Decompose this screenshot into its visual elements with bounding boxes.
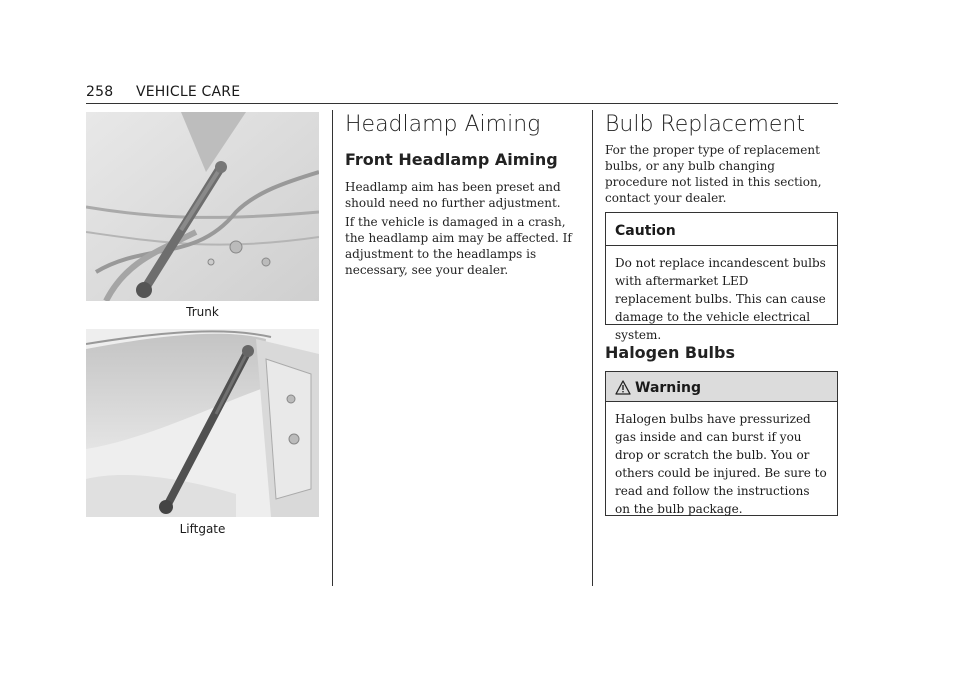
warning-text: Halogen bulbs have pressurized gas inside and can burst if you drop or scratch the bulb. You or others could be injured. Be sure to read and follow the instructions on the bulb package. xyxy=(615,412,827,516)
headlamp-aiming-heading: Headlamp Aiming xyxy=(345,112,541,137)
bulb-replacement-para: For the proper type of replacement bulbs, or any bulb changing procedure not listed in this section, contact your dealer. xyxy=(605,143,822,205)
page-number: 258 xyxy=(86,84,114,100)
headlamp-para-1: Headlamp aim has been preset and should need no further adjustment. xyxy=(345,180,561,210)
caution-box xyxy=(605,212,838,342)
caution-title: Caution xyxy=(615,223,676,239)
warning-triangle-icon xyxy=(615,380,631,396)
section-title: VEHICLE CARE xyxy=(135,84,241,100)
liftgate-strut-photo xyxy=(86,329,319,517)
halogen-bulbs-subheading: Halogen Bulbs xyxy=(605,343,735,362)
warning-header xyxy=(606,372,837,401)
figure-caption-trunk: Trunk xyxy=(186,305,219,319)
front-headlamp-aiming-subheading: Front Headlamp Aiming xyxy=(345,150,558,169)
column-divider-1 xyxy=(332,110,333,586)
bulb-replacement-heading: Bulb Replacement xyxy=(605,112,805,137)
warning-box xyxy=(605,371,838,516)
column-divider-2 xyxy=(592,110,593,586)
headlamp-para-2: If the vehicle is damaged in a crash, the headlamp aim may be affected. If adjustment to the headlamps is necessary, see your dealer. xyxy=(345,215,572,277)
caution-text: Do not replace incandescent bulbs with aftermarket LED replacement bulbs. This can cause damage to the vehicle electrical system. xyxy=(615,256,826,342)
trunk-strut-photo xyxy=(86,112,319,301)
header-divider xyxy=(86,103,838,104)
page-header xyxy=(86,84,240,100)
warning-title: Warning xyxy=(635,380,702,396)
figure-caption-liftgate: Liftgate xyxy=(179,522,226,536)
